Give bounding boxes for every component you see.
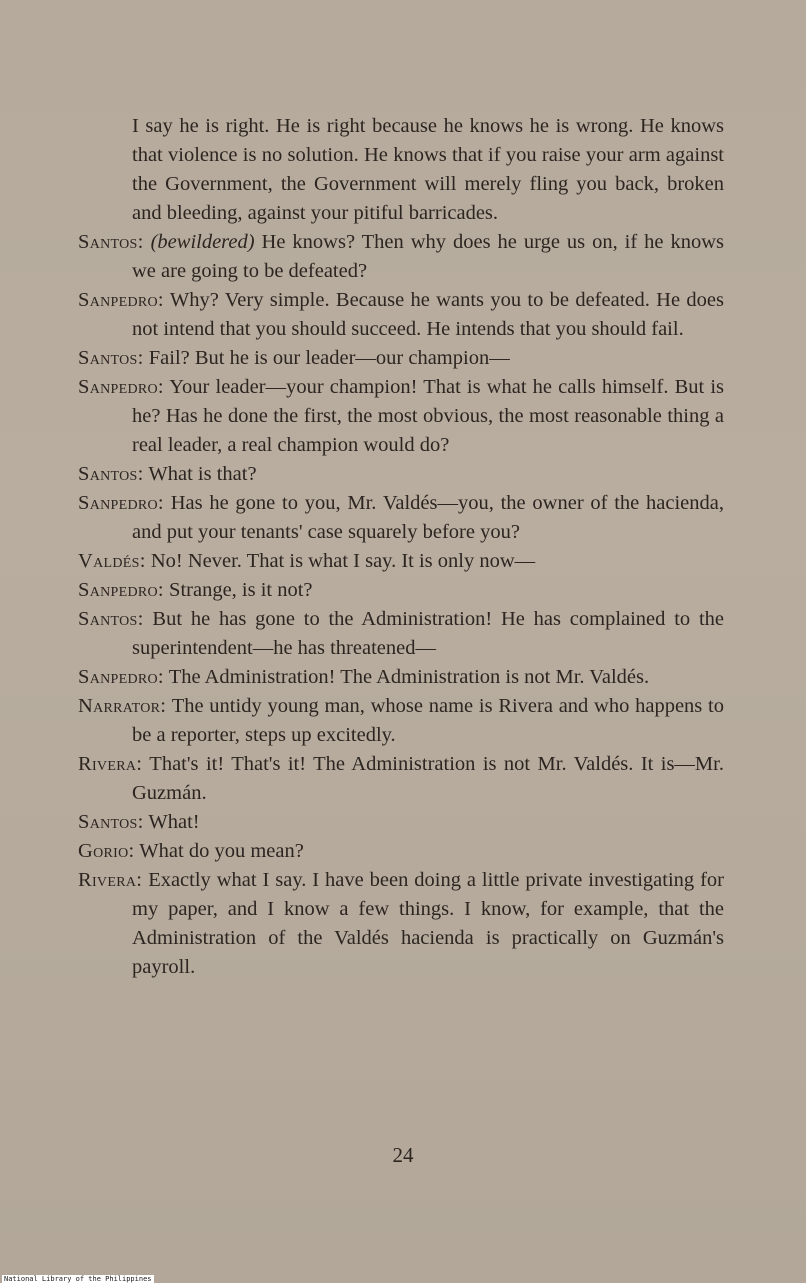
speaker-name: Sanpedro: bbox=[78, 492, 164, 514]
dialogue-text: Exactly what I say. I have been doing a little private investigating for my paper, and I know a few things. I know, for example, that the Administration of the Valdés hacienda is practically on Guzmán's payroll. bbox=[132, 869, 725, 978]
dialogue-line bbox=[78, 228, 724, 286]
dialogue-text: Strange, is it not? bbox=[169, 579, 313, 601]
dialogue-line bbox=[78, 837, 724, 866]
speaker-name: Rivera: bbox=[78, 753, 143, 775]
library-credit: National Library of the Philippines bbox=[4, 1275, 152, 1283]
dialogue-text: The Administration! The Administration is not Mr. Valdés. bbox=[168, 666, 650, 688]
dialogue-line bbox=[78, 663, 724, 692]
dialogue-line bbox=[78, 692, 724, 750]
speaker-name: Rivera: bbox=[78, 869, 143, 891]
speaker-name: Sanpedro: bbox=[78, 666, 164, 688]
dialogue-line bbox=[78, 489, 724, 547]
speaker-name: Narrator: bbox=[78, 695, 167, 717]
dialogue-text: But he has gone to the Administration! He has complained to the superintendent—he has threatened— bbox=[132, 608, 724, 659]
dialogue-text: That's it! That's it! The Administration is not Mr. Valdés. It is—Mr. Guzmán. bbox=[132, 753, 724, 804]
dialogue-line bbox=[78, 576, 724, 605]
speaker-name: Santos: bbox=[78, 347, 144, 369]
dialogue-text: What! bbox=[148, 811, 200, 833]
dialogue-text: The untidy young man, whose name is Rivera and who happens to be a reporter, steps up excitedly. bbox=[132, 695, 724, 746]
speaker-name: Valdés: bbox=[78, 550, 146, 572]
dialogue-line bbox=[78, 808, 724, 837]
dialogue-line bbox=[78, 605, 724, 663]
dialogue-line bbox=[78, 373, 724, 460]
page-number: 24 bbox=[392, 1143, 414, 1167]
dialogue-text: No! Never. That is what I say. It is only now— bbox=[150, 550, 536, 572]
dialogue-line bbox=[78, 866, 724, 982]
dialogue-line bbox=[78, 750, 724, 808]
speaker-name: Sanpedro: bbox=[78, 579, 164, 601]
stage-direction: (bewildered) bbox=[150, 231, 255, 253]
speaker-name: Sanpedro: bbox=[78, 289, 164, 311]
speaker-name: Gorio: bbox=[78, 840, 135, 862]
dialogue-line bbox=[78, 547, 724, 576]
speaker-name: Santos: bbox=[78, 231, 144, 253]
speaker-name: Santos: bbox=[78, 608, 144, 630]
dialogue-line bbox=[78, 344, 724, 373]
dialogue-line bbox=[78, 460, 724, 489]
dialogue-line bbox=[78, 286, 724, 344]
dialogue-text: Why? Very simple. Because he wants you to be defeated. He does not intend that you should succeed. He intends that you should fail. bbox=[132, 289, 724, 340]
dialogue-text: He knows? Then why does he urge us on, if he knows we are going to be defeated? bbox=[132, 231, 725, 282]
dialogue-text: Has he gone to you, Mr. Valdés—you, the owner of the hacienda, and put your tenants' case squarely before you? bbox=[132, 492, 725, 543]
opening-paragraph: I say he is right. He is right because he knows he is wrong. He knows that violence is no solution. He knows that if you raise your arm against the Government, the Government will merely fling you back, broken and bleeding, against your pitiful barricades. bbox=[132, 115, 724, 224]
dialogue-text: What is that? bbox=[148, 463, 257, 485]
play-text bbox=[78, 112, 724, 982]
speaker-name: Santos: bbox=[78, 811, 144, 833]
dialogue-text: Your leader—your champion! That is what he calls himself. But is he? Has he done the first, the most obvious, the most reasonable thing a real leader, a real champion would do? bbox=[132, 376, 724, 456]
dialogue-text: Fail? But he is our leader—our champion— bbox=[148, 347, 510, 369]
speaker-name: Sanpedro: bbox=[78, 376, 164, 398]
dialogue-text: What do you mean? bbox=[139, 840, 304, 862]
speaker-name: Santos: bbox=[78, 463, 144, 485]
